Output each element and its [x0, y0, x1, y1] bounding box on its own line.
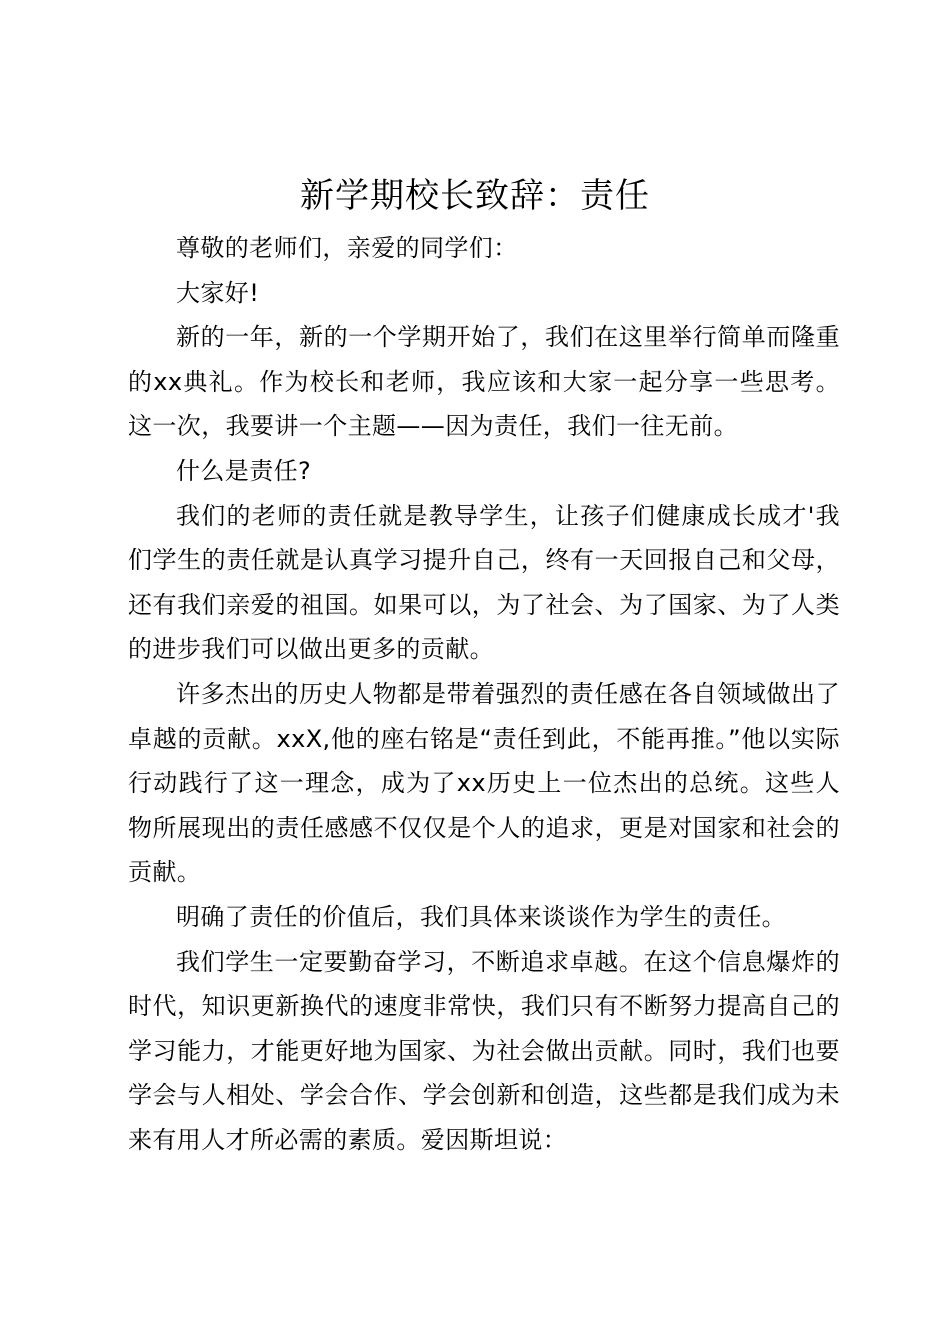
paragraph-student-duty: 我们学生一定要勤奋学习，不断追求卓越。在这个信息爆炸的时代，知识更新换代的速度非常快，我们只有不断努力提高自己的学习能力，才能更好地为国家、为社会做出贡献。同时，我们也要学会与人相处、学会合作、学会创新和创造，这些都是我们成为未来有用人才所必需的素质。爱因斯坦说： [128, 947, 840, 1154]
paragraph-transition: 明确了责任的价值后，我们具体来谈谈作为学生的责任。 [176, 902, 786, 931]
paragraph-question: 什么是责任? [176, 456, 312, 485]
paragraph-greeting: 大家好! [176, 278, 260, 307]
document-title: 新学期校长致辞：责任 [300, 176, 650, 216]
document-body [128, 226, 840, 1162]
paragraph-intro: 新的一年，新的一个学期开始了，我们在这里举行简单而隆重的xx典礼。作为校长和老师，我应该和大家一起分享一些思考。这一次，我要讲一个主题——因为责任，我们一往无前。 [128, 323, 840, 441]
paragraph-historical-figures: 许多杰出的历史人物都是带着强烈的责任感在各自领域做出了卓越的贡献。xxX,他的座右铭是“责任到此，不能再推。”他以实际行动践行了这一理念，成为了xx历史上一位杰出的总统。这些人物所展现出的责任感感不仅仅是个人的追求，更是对国家和社会的贡献。 [128, 679, 840, 887]
paragraph-teacher-student-duty: 我们的老师的责任就是教导学生，让孩子们健康成长成才'我们学生的责任就是认真学习提升自己，终有一天回报自己和父母，还有我们亲爱的祖国。如果可以，为了社会、为了国家、为了人类的进步我们可以做出更多的贡献。 [128, 501, 840, 664]
paragraph-salutation: 尊敬的老师们，亲爱的同学们： [176, 234, 518, 262]
